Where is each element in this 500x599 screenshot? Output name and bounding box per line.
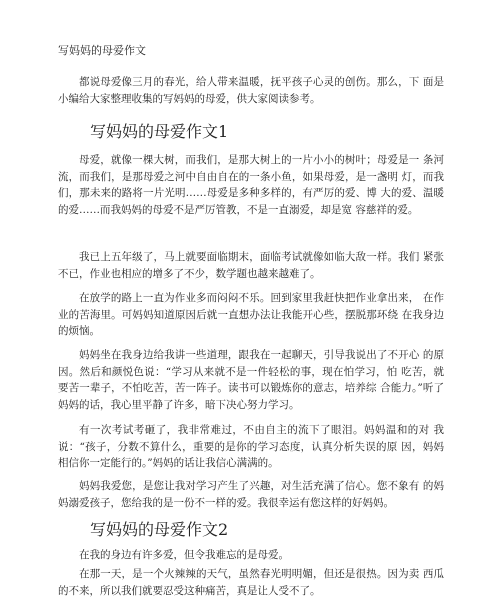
section-2-paragraph-2: 在那一天，是一个火辣辣的天气，虽然春光明明媚，但还是很热。因为卖 西瓜的不来，所以我们就要忍受这种痛苦，真是让人受不了。	[58, 568, 444, 597]
section-heading-1: 写妈妈的母爱作文1	[90, 122, 229, 141]
section-heading-2: 写妈妈的母爱作文2	[90, 520, 229, 539]
section-2-paragraph-1: 在我的身边有许多爱，但令我难忘的是母爱。	[79, 549, 289, 561]
document-title: 写妈妈的母爱作文	[58, 44, 146, 57]
section-1-paragraph-5: 有一次考试考砸了，我非常难过，不由自主的流下了眼泪。妈妈温和的对 我说：“孩子，分数不算什么，重要的是你的学习态度，认真分析失误的原 因，妈妈相信你一定能行的。”妈妈的话让我信心满满的。	[58, 424, 444, 469]
section-1-paragraph-4: 妈妈坐在我身边给我讲一些道理，跟我在一起聊天，引导我说出了不开心 的原因。然后和颜悦色说：“学习从来就不是一件轻松的事，现在怕学习，怕 吃苦，就要苦一辈子，不怕吃苦，苦一阵子。读书可以锻炼你的意志，培养综 合能力。”听了妈妈的话，我心里平静了许多，暗下决心努力学习。	[58, 349, 444, 411]
intro-paragraph: 都说母爱像三月的春光，给人带来温暖，抚平孩子心灵的创伤。那么，下 面是小编给大家整理收集的写妈妈的母爱，供大家阅读参考。	[58, 76, 444, 105]
section-1-paragraph-3: 在放学的路上一直为作业多而闷闷不乐。回到家里我赶快把作业拿出来， 在作业的苦海里。可妈妈知道原因后就一直想办法让我能开心些，摆脱那环绕 在我身边的烦恼。	[58, 292, 444, 337]
section-1-paragraph-1: 母爱，就像一棵大树，而我们，是那大树上的一片小小的树叶；母爱是一 条河流，而我们，是那母爱之河中自由自在的一条小鱼，如果母爱，是一盏明 灯，而我们，那未来的路将一片光明……母爱是多种多样的，有严厉的爱、博 大的爱、温暖的爱……而我妈妈的母爱不是严厉管教，不是一直溺爱，却是宽 容慈祥的爱。	[58, 154, 444, 216]
section-1-paragraph-2: 我已上五年级了，马上就要面临期末，面临考试就像如临大敌一样。我们 紧张不已，作业也相应的增多了不少，数学题也越来越难了。	[58, 251, 444, 280]
section-1-paragraph-6: 妈妈我爱您，是您让我对学习产生了兴趣，对生活充满了信心。您不象有 的妈妈溺爱孩子，您给我的是一份不一样的爱。我很幸运有您这样的好妈妈。	[58, 480, 444, 509]
